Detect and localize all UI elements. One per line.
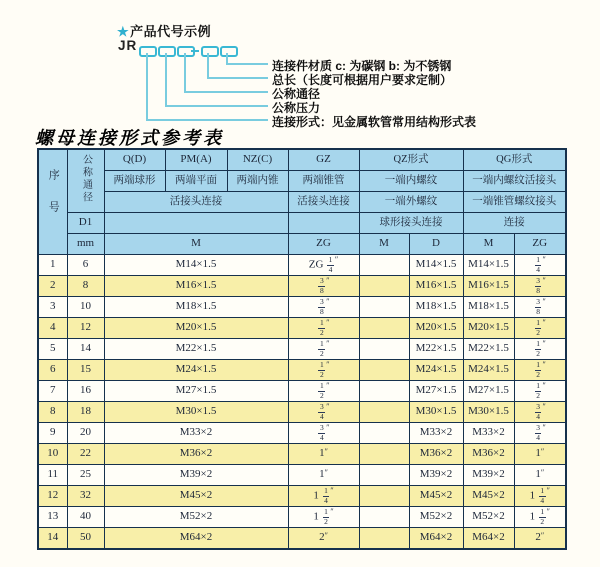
table-row	[38, 255, 566, 276]
cell-dn: 12	[67, 318, 104, 339]
header-col-qg: QG形式	[463, 149, 566, 171]
cell-qz-d: M64×2	[409, 528, 463, 550]
header-zg: ZG	[288, 234, 359, 255]
header-q-sub: 两端球形	[104, 171, 165, 192]
cell-qg-m: M14×1.5	[463, 255, 514, 276]
code-box-1	[139, 46, 157, 57]
table-row	[38, 402, 566, 423]
cell-qz-m	[359, 381, 409, 402]
cell-zg: 1 $\frac{1}{4}$ ″	[288, 486, 359, 507]
code-box-5	[220, 46, 238, 57]
cell-qg-zg: $\frac{1}{2}$ ″	[514, 381, 566, 402]
cell-qz-d: M30×1.5	[409, 402, 463, 423]
table-row	[38, 339, 566, 360]
cell-m: M14×1.5	[104, 255, 288, 276]
cell-qg-zg: $\frac{1}{4}$ ″	[514, 255, 566, 276]
cell-qz-d: M22×1.5	[409, 339, 463, 360]
cell-m: M20×1.5	[104, 318, 288, 339]
cell-m: M64×2	[104, 528, 288, 550]
header-d1: D1	[67, 213, 104, 234]
connector-line	[165, 53, 167, 106]
cell-zg: 1″	[288, 465, 359, 486]
cell-qz-d: M45×2	[409, 486, 463, 507]
cell-dn: 50	[67, 528, 104, 550]
header-nz-sub: 两端内锥	[227, 171, 288, 192]
header-pm-sub: 两端平面	[165, 171, 227, 192]
cell-m: M52×2	[104, 507, 288, 528]
cell-qg-zg: $\frac{1}{2}$ ″	[514, 339, 566, 360]
cell-seq: 13	[38, 507, 67, 528]
cell-qg-m: M64×2	[463, 528, 514, 550]
table-row	[38, 423, 566, 444]
cell-qg-zg: 1″	[514, 444, 566, 465]
code-label-total-length: 总长（长度可根据用户要求定制）	[272, 73, 453, 87]
header-qz-d: D	[409, 234, 463, 255]
cell-seq: 6	[38, 360, 67, 381]
code-label-nominal-diameter: 公称通径	[272, 87, 321, 101]
cell-seq: 4	[38, 318, 67, 339]
cell-zg: $\frac{3}{8}$ ″	[288, 276, 359, 297]
cell-m: M33×2	[104, 423, 288, 444]
header-empty-gz	[288, 213, 359, 234]
code-label-connection-form: 连接形式：见金属软管常用结构形式表	[272, 115, 477, 129]
cell-seq: 9	[38, 423, 67, 444]
cell-zg: $\frac{1}{2}$ ″	[288, 360, 359, 381]
connector-line	[165, 105, 268, 107]
code-label-material: 连接件材质 c: 为碳钢 b: 为不锈钢	[272, 59, 452, 73]
cell-qz-d: M24×1.5	[409, 360, 463, 381]
cell-qg-zg: $\frac{3}{4}$ ″	[514, 402, 566, 423]
cell-qg-m: M20×1.5	[463, 318, 514, 339]
cell-qg-m: M33×2	[463, 423, 514, 444]
cell-dn: 22	[67, 444, 104, 465]
header-qg-sub1: 一端内螺纹活接头	[463, 171, 566, 192]
cell-qz-d: M20×1.5	[409, 318, 463, 339]
header-seq: 序号	[38, 149, 67, 255]
header-nominal-diameter: 公称通径	[67, 149, 104, 213]
cell-qg-zg: $\frac{3}{8}$ ″	[514, 297, 566, 318]
code-box-2	[158, 46, 176, 57]
cell-qz-d: M18×1.5	[409, 297, 463, 318]
cell-m: M36×2	[104, 444, 288, 465]
table-row	[38, 297, 566, 318]
cell-qg-m: M45×2	[463, 486, 514, 507]
cell-zg: 2″	[288, 528, 359, 550]
code-box-4	[201, 46, 219, 57]
cell-m: M22×1.5	[104, 339, 288, 360]
table-row	[38, 381, 566, 402]
connector-line	[146, 119, 268, 121]
cell-zg: $\frac{1}{2}$ ″	[288, 318, 359, 339]
header-col-gz: GZ	[288, 149, 359, 171]
cell-dn: 10	[67, 297, 104, 318]
cell-zg: $\frac{1}{2}$ ″	[288, 381, 359, 402]
cell-qg-m: M18×1.5	[463, 297, 514, 318]
header-qg-m: M	[463, 234, 514, 255]
cell-qz-d: M39×2	[409, 465, 463, 486]
header-gz-connection: 活接头连接	[288, 192, 359, 213]
cell-m: M16×1.5	[104, 276, 288, 297]
connector-line	[207, 53, 209, 78]
cell-qz-m	[359, 486, 409, 507]
table-row	[38, 507, 566, 528]
cell-qg-zg: 2″	[514, 528, 566, 550]
header-union-connection: 活接头连接	[104, 192, 288, 213]
header-col-nz: NZ(C)	[227, 149, 288, 171]
cell-dn: 18	[67, 402, 104, 423]
header-qz-sub2: 一端外螺纹	[359, 192, 463, 213]
cell-qz-m	[359, 507, 409, 528]
cell-qz-d: M36×2	[409, 444, 463, 465]
cell-qg-m: M27×1.5	[463, 381, 514, 402]
cell-qz-d: M16×1.5	[409, 276, 463, 297]
cell-qg-zg: $\frac{1}{2}$ ″	[514, 318, 566, 339]
cell-zg: $\frac{3}{8}$ ″	[288, 297, 359, 318]
code-label-nominal-pressure: 公称压力	[272, 101, 321, 115]
connector-line	[184, 91, 268, 93]
cell-dn: 8	[67, 276, 104, 297]
code-dash	[191, 50, 199, 52]
cell-qg-m: M39×2	[463, 465, 514, 486]
cell-qz-d: M52×2	[409, 507, 463, 528]
cell-seq: 7	[38, 381, 67, 402]
cell-qz-m	[359, 339, 409, 360]
header-col-q: Q(D)	[104, 149, 165, 171]
cell-dn: 25	[67, 465, 104, 486]
table-body	[38, 255, 566, 550]
cell-dn: 32	[67, 486, 104, 507]
cell-seq: 11	[38, 465, 67, 486]
cell-zg: $\frac{3}{4}$ ″	[288, 402, 359, 423]
connector-line	[146, 53, 148, 120]
table-row	[38, 318, 566, 339]
cell-qg-zg: $\frac{3}{8}$ ″	[514, 276, 566, 297]
cell-dn: 15	[67, 360, 104, 381]
header-empty-m-area	[104, 213, 288, 234]
cell-qg-zg: 1 $\frac{1}{4}$ ″	[514, 486, 566, 507]
cell-qz-d: M27×1.5	[409, 381, 463, 402]
cell-qz-m	[359, 318, 409, 339]
cell-qz-m	[359, 528, 409, 550]
header-qz-connection: 球形接头连接	[359, 213, 463, 234]
cell-seq: 12	[38, 486, 67, 507]
cell-m: M24×1.5	[104, 360, 288, 381]
cell-seq: 14	[38, 528, 67, 550]
table-header	[38, 149, 566, 255]
table-row	[38, 486, 566, 507]
cell-dn: 20	[67, 423, 104, 444]
cell-dn: 6	[67, 255, 104, 276]
table-row	[38, 465, 566, 486]
header-qg-zg: ZG	[514, 234, 566, 255]
cell-qg-m: M52×2	[463, 507, 514, 528]
code-prefix: JR	[118, 38, 138, 53]
cell-seq: 5	[38, 339, 67, 360]
cell-qg-zg: 1″	[514, 465, 566, 486]
cell-dn: 14	[67, 339, 104, 360]
cell-dn: 16	[67, 381, 104, 402]
cell-qz-m	[359, 465, 409, 486]
cell-seq: 10	[38, 444, 67, 465]
cell-qg-m: M22×1.5	[463, 339, 514, 360]
connector-line	[184, 53, 186, 92]
cell-seq: 8	[38, 402, 67, 423]
cell-seq: 3	[38, 297, 67, 318]
cell-zg: $\frac{1}{2}$ ″	[288, 339, 359, 360]
cell-qz-d: M14×1.5	[409, 255, 463, 276]
cell-qz-m	[359, 297, 409, 318]
cell-zg: 1 $\frac{1}{2}$ ″	[288, 507, 359, 528]
header-gz-sub: 两端锥管	[288, 171, 359, 192]
cell-seq: 2	[38, 276, 67, 297]
header-qg-connection: 连接	[463, 213, 566, 234]
star-icon: ★	[117, 24, 130, 39]
cell-zg: 1″	[288, 444, 359, 465]
cell-qg-zg: 1 $\frac{1}{2}$ ″	[514, 507, 566, 528]
cell-zg: $\frac{3}{4}$ ″	[288, 423, 359, 444]
cell-qz-m	[359, 402, 409, 423]
header-col-qz: QZ形式	[359, 149, 463, 171]
table-row	[38, 360, 566, 381]
cell-m: M18×1.5	[104, 297, 288, 318]
cell-m: M45×2	[104, 486, 288, 507]
header-qz-sub1: 一端内螺纹	[359, 171, 463, 192]
cell-m: M30×1.5	[104, 402, 288, 423]
table-row	[38, 276, 566, 297]
cell-qg-m: M24×1.5	[463, 360, 514, 381]
connector-line	[226, 63, 268, 65]
cell-qg-m: M36×2	[463, 444, 514, 465]
cell-qz-m	[359, 276, 409, 297]
cell-dn: 40	[67, 507, 104, 528]
header-col-pm: PM(A)	[165, 149, 227, 171]
cell-qg-zg: $\frac{1}{2}$ ″	[514, 360, 566, 381]
table-title: 螺母连接形式参考表	[35, 128, 224, 148]
header-mm: mm	[67, 234, 104, 255]
header-m: M	[104, 234, 288, 255]
cell-qz-m	[359, 255, 409, 276]
cell-zg: ZG $\frac{1}{4}$ ″	[288, 255, 359, 276]
header-qz-m: M	[359, 234, 409, 255]
header-qg-sub2: 一端锥管螺纹接头	[463, 192, 566, 213]
table-row	[38, 444, 566, 465]
cell-m: M27×1.5	[104, 381, 288, 402]
cell-qg-zg: $\frac{3}{4}$ ″	[514, 423, 566, 444]
cell-qz-m	[359, 444, 409, 465]
cell-qz-m	[359, 360, 409, 381]
cell-qz-d: M33×2	[409, 423, 463, 444]
cell-seq: 1	[38, 255, 67, 276]
cell-qz-m	[359, 423, 409, 444]
product-code-heading-text: 产品代号示例	[130, 24, 212, 39]
cell-m: M39×2	[104, 465, 288, 486]
nut-connection-table	[37, 148, 567, 550]
connector-line	[207, 77, 268, 79]
cell-qg-m: M16×1.5	[463, 276, 514, 297]
cell-qg-m: M30×1.5	[463, 402, 514, 423]
table-row	[38, 528, 566, 550]
